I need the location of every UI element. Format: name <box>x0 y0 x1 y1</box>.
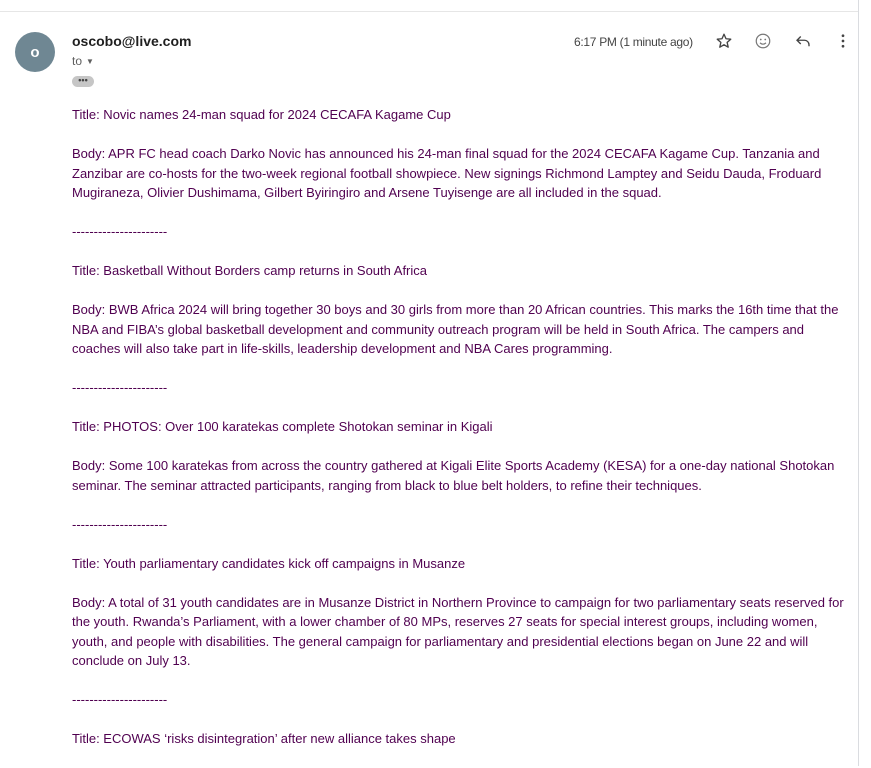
sender-avatar[interactable]: o <box>15 32 55 72</box>
emoji-icon[interactable] <box>752 30 774 52</box>
news-title: Title: Novic names 24-man squad for 2024 CECAFA Kagame Cup <box>72 107 451 122</box>
separator: ---------------------- <box>72 516 168 532</box>
separator: ---------------------- <box>72 380 168 395</box>
news-title: Title: Youth parliamentary candidates kick off campaigns in Musanze <box>72 555 466 571</box>
to-label: to <box>72 54 83 68</box>
news-title: Title: ECOWAS ‘risks disintegration’ after new alliance takes shape <box>72 731 456 746</box>
news-body: Body: Some 100 karatekas from across the country gathered at Kigali Elite Sports Academy (KESA) for a one-day national Shotokan seminar. The seminar attracted participants, ranging from black to blue belt holders, to refine their techniques. <box>72 458 835 493</box>
right-divider <box>858 0 859 766</box>
reply-icon[interactable] <box>792 30 814 52</box>
separator: ---------------------- <box>72 692 168 707</box>
recipients-toggle[interactable] <box>72 54 94 68</box>
sender-email[interactable]: oscobo@live.com <box>72 33 192 49</box>
top-divider <box>0 11 858 12</box>
more-icon[interactable] <box>832 30 854 52</box>
caret-down-icon: ▼ <box>86 57 94 66</box>
star-icon[interactable] <box>713 30 735 52</box>
timestamp: 6:17 PM (1 minute ago) <box>574 35 693 49</box>
news-body: Body: APR FC head coach Darko Novic has announced his 24-man final squad for the 2024 CECAFA Kagame Cup. Tanzania and Zanzibar are co-hosts for the two-week regional football showpiece. New signings Richmond Lamptey and Seidu Dauda, Froduard Mugiraneza, Olivier Dushimama, Gilbert Byiringiro and Arsene Tuyisenge are all included in the squad. <box>72 146 822 200</box>
message-body <box>72 105 852 768</box>
news-title: Title: Basketball Without Borders camp returns in South Africa <box>72 263 428 278</box>
news-title: Title: PHOTOS: Over 100 karatekas complete Shotokan seminar in Kigali <box>72 419 493 434</box>
news-body: Body: A total of 31 youth candidates are in Musanze District in Northern Province to campaign for two parliamentary seats reserved for the youth. Rwanda’s Parliament, with a lower chamber of 80 MPs, reserves 27 seats for special interest groups, including women, youth, and people with disabilities. The general campaign for parliamentary and presidential elections began on June 22 and will conclude on July 13. <box>72 594 844 668</box>
separator: ---------------------- <box>72 224 168 239</box>
news-body: Body: BWB Africa 2024 will bring together 30 boys and 30 girls from more than 20 African countries. This marks the 16th time that the NBA and FIBA’s global basketball development and community outreach program will be held in South Africa. The campers and coaches will also take part in life-skills, leadership development and NBA Cares programming. <box>72 302 839 356</box>
show-trimmed-content-button[interactable]: ••• <box>72 76 94 87</box>
